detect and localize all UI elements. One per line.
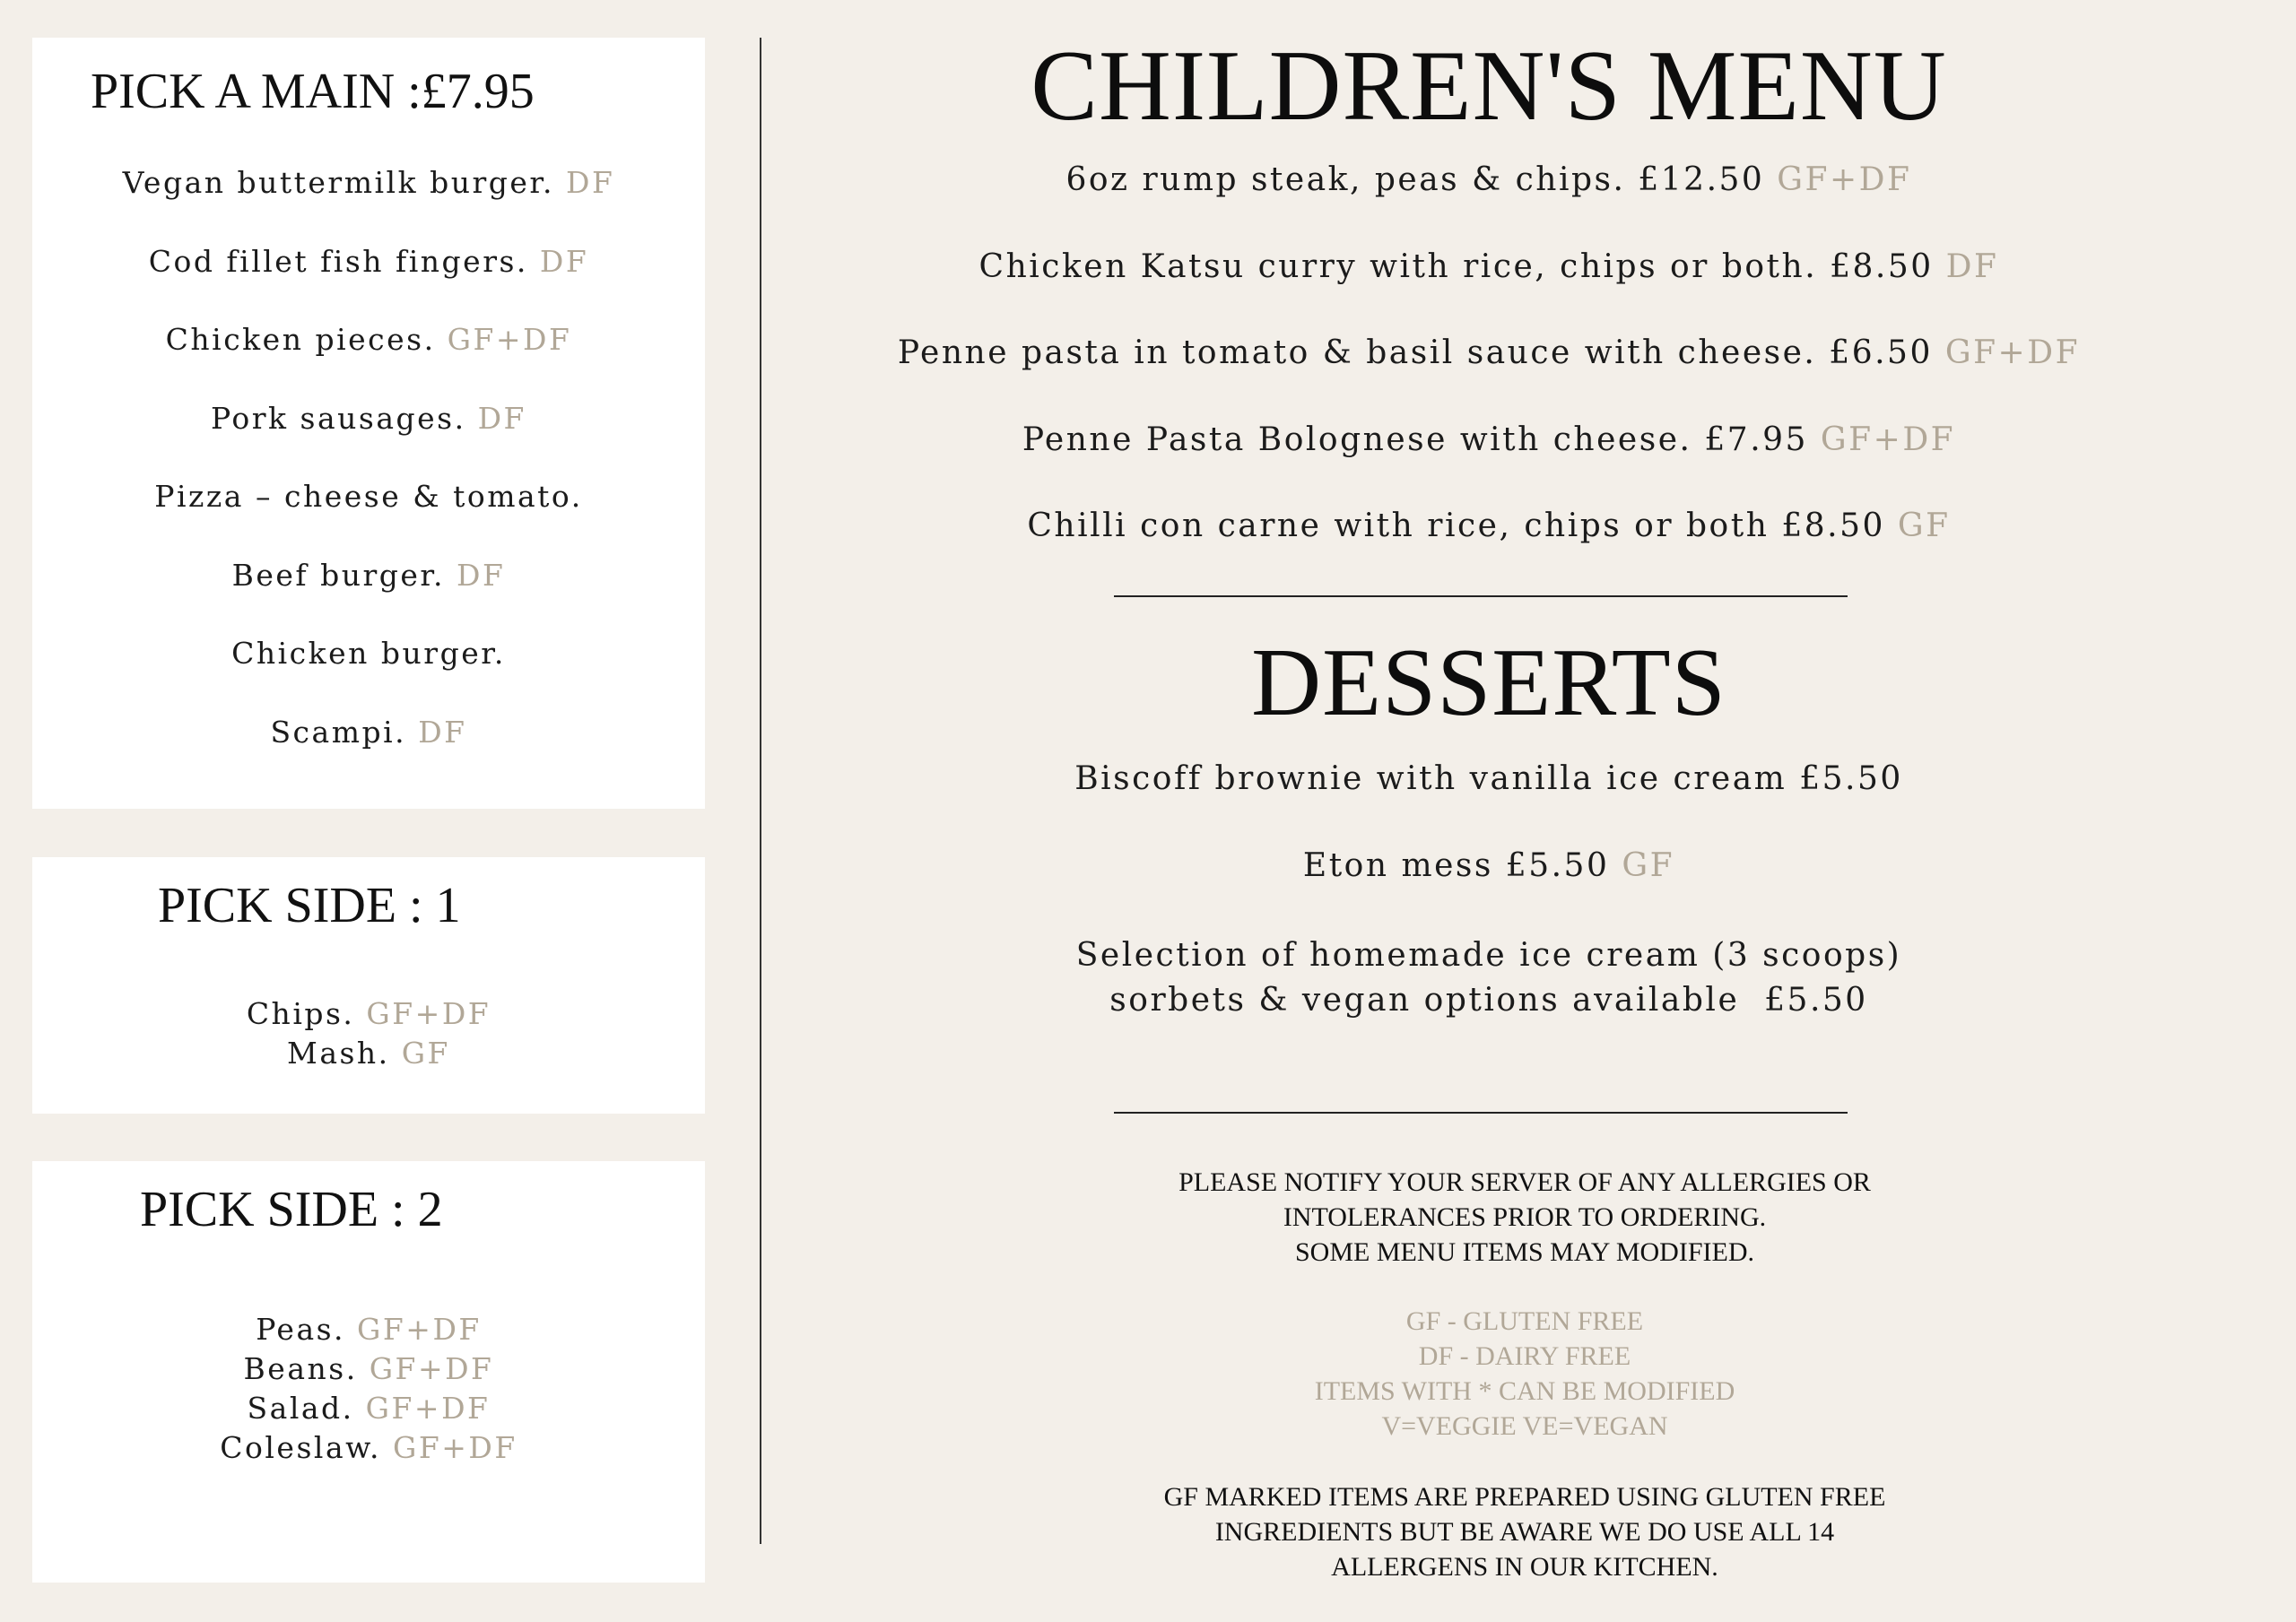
dietary-tag: GF+DF [366, 996, 491, 1031]
item-name: Mash. [287, 1036, 390, 1071]
side-two-title: PICK SIDE : 2 [140, 1182, 443, 1237]
list-item [32, 558, 705, 637]
item-name: Chips. [246, 996, 355, 1031]
item-name: Pork sausages. [211, 400, 466, 436]
list-item [32, 322, 705, 401]
dietary-tag: GF [1622, 846, 1675, 884]
list-item [807, 760, 2170, 847]
childrens-menu-title: CHILDREN'S MENU [1031, 30, 1947, 142]
list-item [807, 933, 2170, 1023]
list-item [32, 1351, 705, 1391]
legend-line: DF - DAIRY FREE [1418, 1341, 1631, 1371]
item-name: Salad. [247, 1391, 354, 1426]
legend-line: ITEMS WITH * CAN BE MODIFIED [1314, 1376, 1735, 1406]
notice-line: INTOLERANCES PRIOR TO ORDERING. [1283, 1202, 1767, 1232]
childrens-menu-list [807, 161, 2170, 594]
item-name: Cod fillet fish fingers. [148, 243, 528, 279]
dietary-tag: DF [477, 400, 526, 436]
list-item [807, 161, 2170, 248]
gf-note-line: ALLERGENS IN OUR KITCHEN. [1331, 1552, 1718, 1582]
item-name-line: Selection of homemade ice cream (3 scoops) [1075, 937, 1902, 974]
desserts-title: DESSERTS [1251, 629, 1726, 736]
side-two-card [32, 1161, 705, 1583]
dietary-tag: GF+DF [369, 1351, 494, 1386]
item-name: Biscoff brownie with vanilla ice cream £5.50 [1074, 760, 1903, 797]
dietary-tag: DF [418, 714, 467, 750]
list-item [32, 1036, 705, 1075]
list-item [32, 479, 705, 558]
item-name: Chicken Katsu curry with rice, chips or both. £8.50 [978, 247, 1934, 285]
dietary-tag: GF+DF [357, 1312, 482, 1347]
desserts-list [807, 760, 2170, 1023]
list-item [32, 1391, 705, 1430]
item-name-line: sorbets & vegan options available £5.50 [1109, 982, 1868, 1019]
dietary-tag: GF+DF [365, 1391, 491, 1426]
item-name: Beans. [243, 1351, 358, 1386]
item-name: Pizza – cheese & tomato. [154, 479, 583, 514]
item-name: Chicken pieces. [165, 322, 436, 357]
list-item [32, 1312, 705, 1351]
list-item [32, 996, 705, 1036]
list-item [807, 248, 2170, 335]
item-name: Vegan buttermilk burger. [122, 165, 555, 200]
list-item [32, 401, 705, 480]
dietary-tag: GF [401, 1036, 450, 1071]
item-name: Chilli con carne with rice, chips or both £8.50 [1027, 507, 1885, 544]
list-item [32, 165, 705, 244]
notice-line: SOME MENU ITEMS MAY MODIFIED. [1295, 1237, 1754, 1267]
side-two-list [32, 1312, 705, 1470]
list-item [32, 636, 705, 715]
item-name: Chicken burger. [231, 636, 506, 671]
list-item [807, 421, 2170, 508]
list-item [32, 244, 705, 323]
dietary-tag: DF [457, 557, 506, 593]
item-name: Penne Pasta Bolognese with cheese. £7.95 [1022, 421, 1808, 458]
main-course-title: PICK A MAIN :£7.95 [91, 64, 535, 119]
allergy-notice [1076, 1165, 1973, 1270]
gf-note-line: GF MARKED ITEMS ARE PREPARED USING GLUTEN FREE [1163, 1482, 1886, 1512]
item-name: Coleslaw. [220, 1430, 381, 1465]
list-item [807, 847, 2170, 934]
list-item [32, 715, 705, 794]
section-divider [1114, 595, 1848, 597]
dietary-tag: GF+DF [392, 1430, 517, 1465]
dietary-tag: GF+DF [1944, 334, 2081, 371]
dietary-legend [1076, 1304, 1973, 1444]
item-name: Peas. [256, 1312, 346, 1347]
item-name: Eton mess £5.50 [1302, 846, 1610, 884]
dietary-tag: GF+DF [447, 322, 572, 357]
main-course-list [32, 165, 705, 793]
notice-line: PLEASE NOTIFY YOUR SERVER OF ANY ALLERGIES OR [1178, 1167, 1871, 1197]
list-item [807, 334, 2170, 421]
dietary-tag: DF [539, 243, 589, 279]
side-one-list [32, 996, 705, 1075]
item-name: Penne pasta in tomato & basil sauce with cheese. £6.50 [897, 334, 1933, 371]
item-name: Beef burger. [231, 557, 446, 593]
gluten-free-note [1076, 1479, 1973, 1584]
legend-line: V=VEGGIE VE=VEGAN [1381, 1411, 1668, 1441]
dietary-tag: GF+DF [1777, 161, 1912, 198]
side-one-card [32, 857, 705, 1114]
item-name: Scampi. [270, 714, 407, 750]
dietary-tag: DF [566, 165, 615, 200]
section-divider [1114, 1112, 1848, 1114]
legend-line: GF - GLUTEN FREE [1405, 1306, 1644, 1336]
dietary-tag: GF [1897, 507, 1951, 544]
item-name: 6oz rump steak, peas & chips. £12.50 [1065, 161, 1765, 198]
dietary-tag: GF+DF [1820, 421, 1956, 458]
side-one-title: PICK SIDE : 1 [158, 878, 461, 933]
gf-note-line: INGREDIENTS BUT BE AWARE WE DO USE ALL 14 [1214, 1517, 1835, 1547]
main-course-card [32, 38, 705, 809]
list-item [32, 1430, 705, 1470]
list-item [807, 507, 2170, 594]
dietary-tag: DF [1945, 247, 1999, 285]
vertical-divider [760, 38, 761, 1544]
